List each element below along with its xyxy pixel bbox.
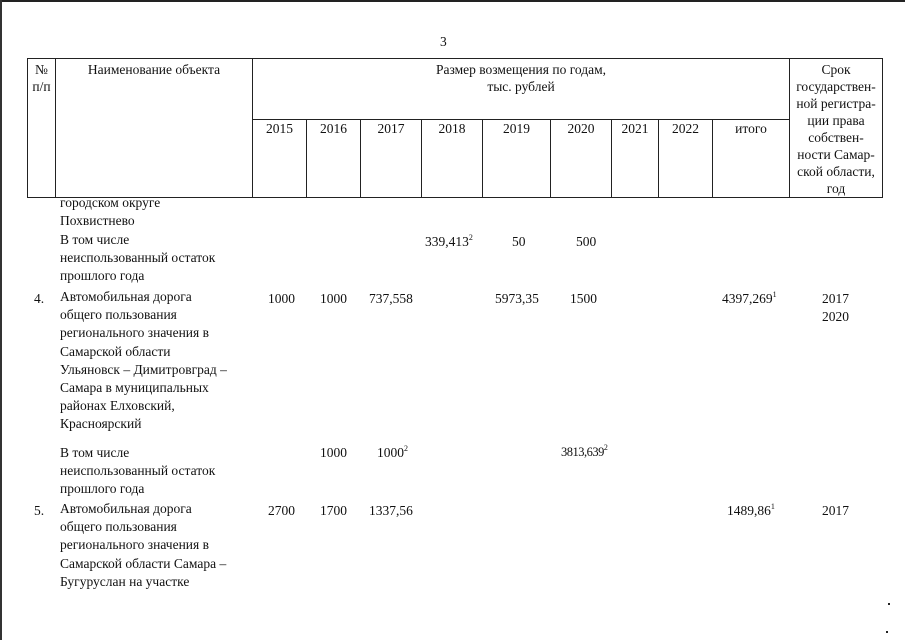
header-year-2017: 2017 [361, 119, 422, 197]
header-year-2020: 2020 [551, 119, 612, 197]
header-year-2015: 2015 [253, 119, 307, 197]
header-name: Наименование объекта [56, 59, 253, 198]
row5-term-1: 2017 [822, 503, 849, 518]
row5-name: Автомобильная дорога общего пользования регионального значения в Самарской области Самара – Бугуруслан на участке [60, 501, 227, 589]
row5-2016: 1700 [320, 503, 347, 518]
row4-2020: 1500 [570, 291, 597, 306]
header-year-2022: 2022 [659, 119, 713, 197]
header-year-2018: 2018 [422, 119, 483, 197]
header-num: № п/п [28, 59, 56, 198]
row4-sub-2017: 1000$^2$ [377, 444, 408, 460]
row5-num: 5. [34, 503, 45, 518]
header-year-2021: 2021 [612, 119, 659, 197]
header-amount: Размер возмещения по годам, тыс. рублей [253, 59, 790, 120]
row4-term-2: 2020 [822, 309, 849, 324]
header-term: Срок государствен-ной регистра-ции права собствен-ности Самар-ской области, год [790, 59, 883, 198]
row4-sub-label: В том числе неиспользованный остаток прошлого года [60, 445, 216, 497]
scan-speck [886, 631, 888, 633]
row5-total: 1489,86$^1$ [727, 502, 775, 518]
row5-2015: 2700 [268, 503, 295, 518]
page-top-border [0, 0, 905, 2]
row4-2016: 1000 [320, 291, 347, 306]
row4-2019: 5973,35 [495, 291, 539, 306]
cont-sub-2018: 339,413$^2$ [425, 233, 473, 249]
row4-sub-2016: 1000 [320, 445, 347, 460]
page-number: 3 [440, 34, 447, 49]
row4-num: 4. [34, 291, 45, 306]
cont-sub-2020: 500 [576, 234, 597, 249]
row5-2017: 1337,56 [369, 503, 413, 518]
header-year-2016: 2016 [307, 119, 361, 197]
header-year-2019: 2019 [483, 119, 551, 197]
row4-term-1: 2017 [822, 291, 849, 306]
row4-2017: 737,558 [369, 291, 413, 306]
page-left-border [0, 0, 2, 640]
header-total: итого [713, 119, 790, 197]
row4-sub-2020: 3813,639$^2$ [561, 443, 608, 459]
table-header [27, 58, 883, 198]
row4-2015: 1000 [268, 291, 295, 306]
continuation-sub-label: В том числе неиспользованный остаток прошлого года [60, 232, 216, 284]
continuation-name: городском округе Похвистнево [60, 195, 161, 229]
row4-total: 4397,269$^1$ [722, 290, 777, 306]
scan-speck [888, 603, 890, 605]
row4-name: Автомобильная дорога общего пользования регионального значения в Самарской области Ульяновск – Димитровград – Самара в муниципальных районах Елховский, Красноярский [60, 289, 227, 432]
cont-sub-2019: 50 [512, 234, 526, 249]
